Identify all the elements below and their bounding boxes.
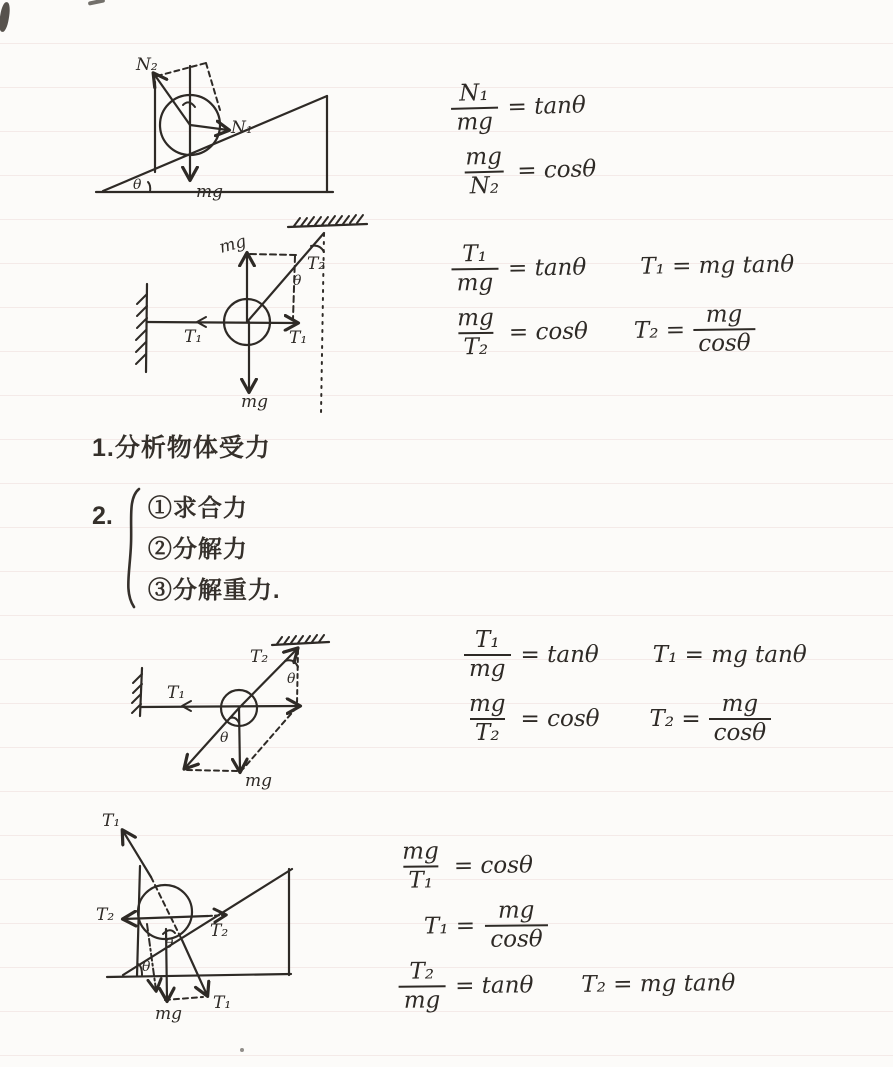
- mg-label: mg: [245, 771, 273, 791]
- note-line-1: 1.分析物体受力: [92, 434, 271, 462]
- equation-rhs: = cosθ: [520, 706, 600, 732]
- fraction-numerator: mg: [402, 838, 439, 865]
- fraction: [397, 839, 444, 893]
- notes-section: [92, 428, 281, 611]
- equation-row: [397, 836, 734, 894]
- fraction-denominator: T₂: [458, 331, 493, 360]
- fraction: [451, 242, 498, 296]
- equation-result: [634, 302, 756, 357]
- ceiling-line: [272, 642, 329, 645]
- equation-result: T₁ = mg tanθ: [640, 251, 795, 280]
- fraction-denominator: cosθ: [485, 924, 548, 953]
- equation-rhs: = tanθ: [507, 254, 587, 282]
- equation-result: [650, 692, 772, 746]
- ceiling-line: [288, 224, 367, 227]
- fraction-numerator: mg: [457, 305, 494, 332]
- t2-right-label: T₂: [210, 921, 229, 941]
- fraction-denominator: mg: [464, 654, 511, 682]
- diagram-incline-ball-bottom: [70, 801, 318, 1035]
- theta-angle-arc: [285, 660, 298, 667]
- mg-label: mg: [196, 182, 224, 202]
- t2-left-label: T₂: [96, 905, 115, 925]
- vertical-dashed-reference-line: [297, 650, 298, 704]
- equation-rhs: = tanθ: [455, 972, 534, 1000]
- theta-corner-label: θ: [142, 959, 151, 975]
- diagram-two-strings-bottom: [116, 614, 356, 814]
- fraction-numerator: T₂: [409, 958, 435, 985]
- fraction-denominator: mg: [451, 106, 498, 136]
- note-bullet-1: ①求合力: [147, 495, 248, 522]
- mg-up-label: mg: [217, 231, 249, 258]
- mg-down-label: mg: [241, 392, 269, 412]
- note-bullet-2: ②分解力: [147, 536, 248, 563]
- fraction-numerator: mg: [705, 301, 743, 329]
- equation-rhs: = cosθ: [516, 156, 597, 185]
- fraction-numerator: N₁: [458, 80, 489, 107]
- fraction: [464, 628, 511, 682]
- t2-label: T₂: [307, 254, 326, 274]
- fraction-denominator: mg: [451, 267, 498, 296]
- parallelogram-dashed-line: [165, 997, 203, 1000]
- equation-row: [450, 78, 595, 136]
- fraction-numerator: mg: [464, 143, 503, 171]
- brace-curve: [121, 486, 143, 610]
- t2-label: T₂: [250, 647, 269, 667]
- t1-upper-arrow: [123, 831, 151, 877]
- decomposition-dashed-line: [206, 63, 220, 110]
- theta-label: θ: [293, 273, 302, 289]
- wall-hatching: [136, 294, 147, 364]
- result-lhs: T₁ =: [423, 912, 476, 940]
- fraction-numerator: T₁: [462, 241, 488, 268]
- theta-ball-label: θ: [220, 730, 229, 746]
- theta-label: θ: [133, 177, 142, 193]
- t1-top-label: T₁: [102, 811, 121, 831]
- fraction-denominator: N₂: [464, 170, 504, 199]
- fraction-denominator: T₂: [470, 718, 505, 746]
- fraction: [709, 692, 771, 746]
- parallelogram-dashed-line: [243, 707, 297, 769]
- fraction: [450, 81, 498, 136]
- fraction: [460, 145, 508, 200]
- equation-row: [460, 142, 597, 200]
- t1-right-label: T₁: [289, 328, 308, 348]
- note-bullets: [148, 486, 281, 611]
- fraction: [693, 302, 756, 356]
- equation-block-2: [451, 238, 795, 371]
- t1-label: T₁: [167, 683, 186, 703]
- equation-result: T₁ = mg tanθ: [652, 642, 807, 668]
- fraction-denominator: cosθ: [709, 718, 771, 746]
- t2-dashed-extension-arrow: [208, 915, 225, 916]
- ball-angle-arc: [230, 718, 239, 723]
- equation-row: [464, 692, 807, 746]
- weight-arrow: [239, 708, 240, 771]
- theta-angle-arc: [148, 182, 150, 192]
- fraction-numerator: mg: [497, 897, 535, 924]
- fraction-numerator: mg: [721, 691, 759, 718]
- normal-n2-arrow: [154, 74, 190, 125]
- diagram-incline-ball-top: [85, 46, 345, 212]
- t1-left-label: T₁: [184, 327, 203, 347]
- fraction: [464, 692, 511, 746]
- equation-block-3: [464, 628, 807, 756]
- mg-label: mg: [155, 1004, 183, 1024]
- result-lhs: T₂ =: [633, 317, 686, 344]
- n2-label: N₂: [136, 55, 158, 75]
- horizontal-string-line: [147, 322, 297, 323]
- fraction-numerator: mg: [469, 691, 506, 718]
- t1-bottom-label: T₁: [213, 993, 232, 1013]
- parallelogram-dashed-line: [187, 770, 237, 771]
- component-dash-dot-arrow: [147, 924, 156, 990]
- ink-smudge: [0, 1, 11, 32]
- decomposition-dashed-line: [157, 63, 206, 76]
- equation-result: T₂ = mg tanθ: [581, 970, 736, 998]
- theta-angle-arc: [311, 246, 324, 252]
- fraction-denominator: mg: [399, 985, 446, 1014]
- fraction-denominator: cosθ: [693, 328, 756, 357]
- theta-ball-label: θ: [165, 936, 174, 952]
- equation-rhs: = tanθ: [520, 642, 599, 668]
- fraction-denominator: T₁: [403, 865, 438, 894]
- equation-row: [424, 896, 735, 953]
- parallelogram-dashed-line: [250, 254, 297, 255]
- fraction: [485, 898, 548, 952]
- equation-row: [464, 628, 807, 682]
- ink-smudge: [240, 1048, 244, 1052]
- note-item-2-number: 2.: [92, 502, 113, 530]
- wall-line: [146, 284, 147, 372]
- theta-top-label: θ: [287, 671, 296, 687]
- note-bullet-3: ③分解重力.: [147, 577, 281, 604]
- ink-smudge: [88, 0, 105, 6]
- n1-label: N₁: [231, 118, 253, 138]
- equation-row: [451, 238, 794, 297]
- equation-block-4: [397, 836, 736, 1020]
- result-lhs: T₂ =: [649, 706, 701, 732]
- equation-row: [452, 302, 795, 361]
- t1-lower-arrow: [182, 940, 207, 995]
- fraction: [398, 959, 445, 1013]
- equation-block-1: [450, 78, 597, 210]
- equation-rhs: = cosθ: [508, 318, 589, 346]
- equation-rhs: = tanθ: [507, 92, 587, 121]
- normal-n1-arrow: [190, 125, 228, 130]
- t2-horizontal-arrow: [124, 916, 208, 919]
- note-item-2: [92, 486, 281, 611]
- equation-rhs: = cosθ: [453, 852, 533, 880]
- fraction-numerator: T₁: [474, 627, 500, 654]
- equation-row: [398, 956, 735, 1014]
- fraction: [452, 306, 499, 360]
- diagram-two-strings-top: [116, 206, 386, 424]
- ball-angle-arc: [163, 930, 175, 934]
